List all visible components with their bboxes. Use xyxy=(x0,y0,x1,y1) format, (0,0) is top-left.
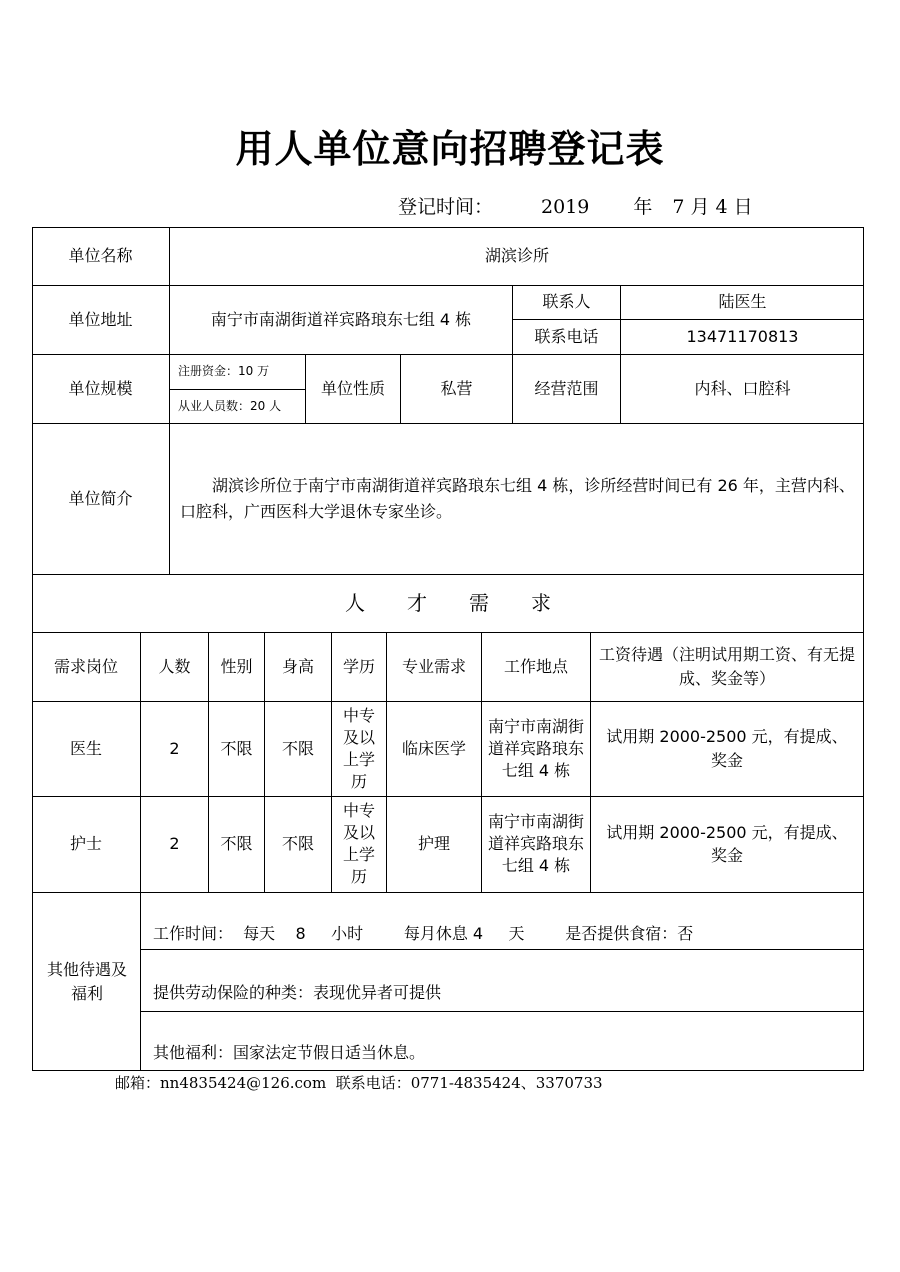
registration-date xyxy=(398,192,753,219)
row2-post: 护士 xyxy=(69,834,102,854)
date-year: 2019 xyxy=(541,196,590,218)
date-month-day: 7 月 4 日 xyxy=(672,196,753,218)
benefits-label: 其他待遇及福利 xyxy=(46,960,127,1003)
unit-address: 南宁市南湖街道祥宾路琅东七组 4 栋 xyxy=(210,309,472,329)
row2-major: 护理 xyxy=(417,834,450,854)
row2-count: 2 xyxy=(169,834,180,854)
registration-form-table xyxy=(32,227,864,1071)
unit-nature: 私营 xyxy=(440,378,473,398)
phone-number: 13471170813 xyxy=(686,327,799,347)
talent-demand-title: 人才需求 xyxy=(345,590,593,615)
contact-label: 联系人 xyxy=(542,292,591,312)
contact-person: 陆医生 xyxy=(718,292,767,312)
unit-intro-label: 单位简介 xyxy=(68,488,133,508)
row2-location: 南宁市南湖街道祥宾路琅东七组 4 栋 xyxy=(488,812,585,875)
row2-salary: 试用期 2000-2500 元，有提成、奖金 xyxy=(606,822,848,865)
row2-height: 不限 xyxy=(281,834,314,854)
unit-address-label: 单位地址 xyxy=(68,309,133,329)
business-scope: 内科、口腔科 xyxy=(694,378,791,398)
insurance-types: 提供劳动保险的种类：表现优异者可提供 xyxy=(153,983,442,1003)
header-major: 专业需求 xyxy=(401,656,466,676)
row1-height: 不限 xyxy=(281,738,314,758)
unit-nature-label: 单位性质 xyxy=(320,378,385,398)
row1-major: 临床医学 xyxy=(401,738,466,758)
phone-label: 联系电话 xyxy=(534,327,599,347)
unit-scale-label: 单位规模 xyxy=(68,378,133,398)
date-year-unit: 年 xyxy=(633,196,653,218)
row2-education: 中专及以上学历 xyxy=(342,801,375,886)
footer-contact: 邮箱：nn4835424@126.com 联系电话：0771-4835424、3370733 xyxy=(115,1074,603,1092)
row1-salary: 试用期 2000-2500 元，有提成、奖金 xyxy=(606,727,848,770)
unit-name-label: 单位名称 xyxy=(68,246,133,266)
other-benefits: 其他福利：国家法定节假日适当休息。 xyxy=(153,1043,426,1063)
business-scope-label: 经营范围 xyxy=(534,378,599,398)
header-location: 工作地点 xyxy=(503,656,568,676)
header-count: 人数 xyxy=(158,656,191,676)
header-salary: 工资待遇（注明试用期工资、有无提成、奖金等） xyxy=(599,645,856,688)
row1-location: 南宁市南湖街道祥宾路琅东七组 4 栋 xyxy=(488,716,585,780)
row1-education: 中专及以上学历 xyxy=(342,705,375,791)
work-time: 工作时间： 每天 8 小时 每月休息 4 天 是否提供食宿：否 xyxy=(153,924,694,944)
header-education: 学历 xyxy=(342,656,375,676)
registered-capital: 注册资金：10 万 xyxy=(178,363,270,378)
row2-gender: 不限 xyxy=(220,834,253,854)
row1-count: 2 xyxy=(169,738,180,758)
date-label: 登记时间： xyxy=(398,196,494,218)
header-gender: 性别 xyxy=(220,656,253,676)
row1-gender: 不限 xyxy=(220,738,253,758)
header-post: 需求岗位 xyxy=(53,656,118,676)
unit-intro: 湖滨诊所位于南宁市南湖街道祥宾路琅东七组 4 栋，诊所经营时间已有 26 年，主营内科、口腔科，广西医科大学退休专家坐诊。 xyxy=(180,475,855,521)
unit-name: 湖滨诊所 xyxy=(484,246,549,266)
header-height: 身高 xyxy=(281,656,314,676)
staff-count: 从业人员数：20 人 xyxy=(178,398,282,413)
row1-post: 医生 xyxy=(69,738,102,758)
page-title: 用人单位意向招聘登记表 xyxy=(235,126,665,171)
